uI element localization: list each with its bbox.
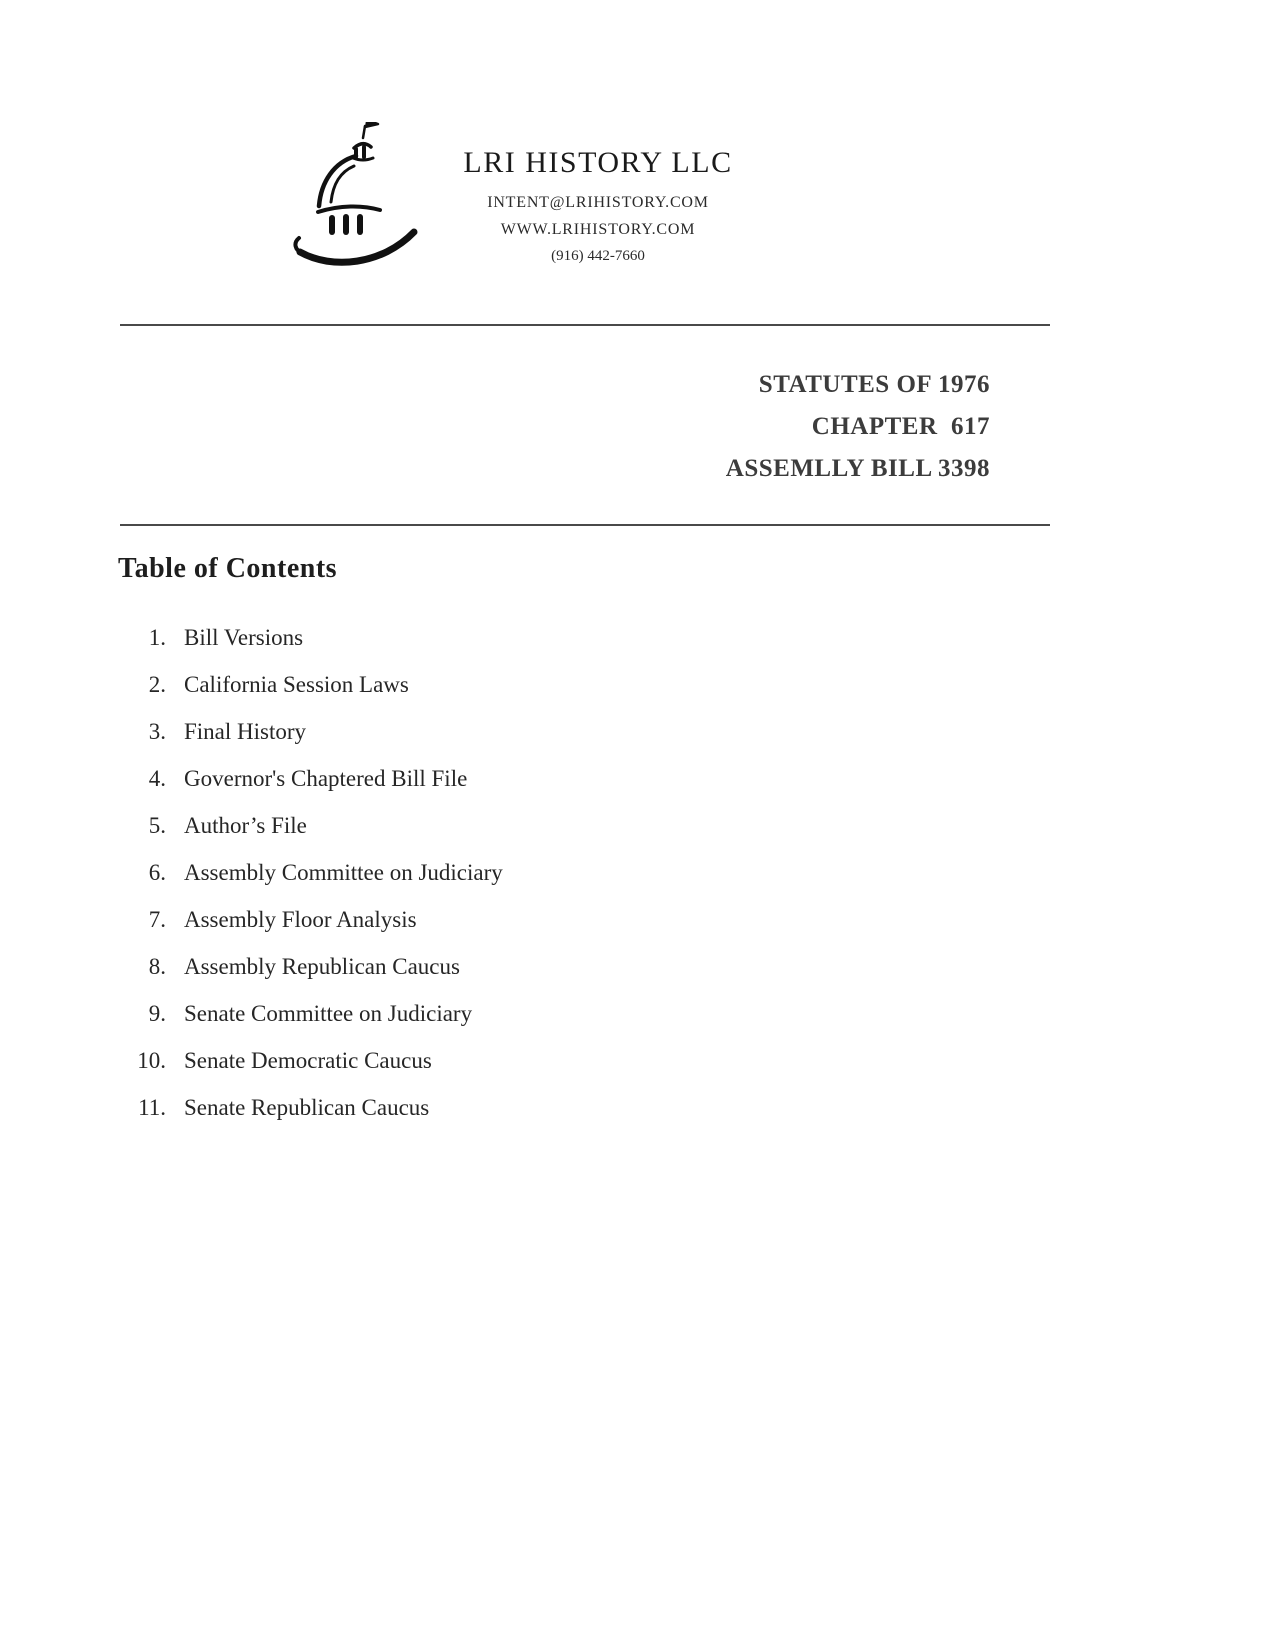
toc-item-label: Senate Committee on Judiciary (184, 1000, 473, 1026)
toc-item-number: 11. (138, 1094, 166, 1120)
toc-item-label: California Session Laws (184, 671, 409, 697)
toc-item (120, 755, 820, 802)
toc-item-label: Bill Versions (184, 624, 304, 650)
toc-item (120, 943, 820, 990)
capitol-dome-sketch-icon (290, 274, 430, 291)
toc-item-number: 8. (148, 953, 166, 979)
toc-item-number: 9. (148, 1000, 166, 1026)
toc-item (120, 614, 820, 661)
toc-item (120, 896, 820, 943)
company-email: INTENT@LRIHISTORY.COM (487, 194, 709, 211)
toc-item (120, 661, 820, 708)
toc-item-label: Senate Democratic Caucus (184, 1047, 432, 1073)
toc-item-number: 3. (148, 718, 166, 744)
toc-item (120, 849, 820, 896)
toc-item-label: Assembly Committee on Judiciary (184, 859, 503, 885)
toc-item-label: Senate Republican Caucus (184, 1094, 430, 1120)
company-website: WWW.LRIHISTORY.COM (500, 221, 696, 238)
toc-item-label: Assembly Republican Caucus (184, 953, 460, 979)
toc-item (120, 708, 820, 755)
toc-item-number: 10. (137, 1047, 166, 1073)
toc-item-number: 7. (148, 906, 166, 932)
toc-item-label: Author’s File (184, 812, 307, 838)
toc-item (120, 802, 820, 849)
toc-item-label: Governor's Chaptered Bill File (184, 765, 468, 791)
toc-item-number: 5. (148, 812, 166, 838)
company-name: LRI HISTORY LLC (463, 146, 733, 179)
capitol-dome-logo (290, 122, 430, 287)
statute-title-block (726, 364, 990, 490)
statute-line-1: STATUTES OF 1976 (758, 371, 990, 398)
toc-item-label: Assembly Floor Analysis (184, 906, 417, 932)
toc-item-number: 2. (148, 671, 166, 697)
toc-item-number: 6. (148, 859, 166, 885)
toc-item-label: Final History (184, 718, 307, 744)
statute-line-2: CHAPTER 617 (811, 413, 990, 440)
toc-item (120, 990, 820, 1037)
toc-item-number: 4. (148, 765, 166, 791)
divider-bottom (120, 524, 1050, 526)
toc-item (120, 1084, 820, 1131)
toc-item-number: 1. (148, 624, 166, 650)
company-phone: (916) 442-7660 (551, 248, 645, 264)
toc-item (120, 1037, 820, 1084)
statute-line-3: ASSEMLLY BILL 3398 (725, 455, 990, 482)
divider-top (120, 324, 1050, 326)
org-header (448, 146, 748, 265)
toc-list (120, 614, 820, 1131)
toc-heading: Table of Contents (118, 553, 338, 584)
